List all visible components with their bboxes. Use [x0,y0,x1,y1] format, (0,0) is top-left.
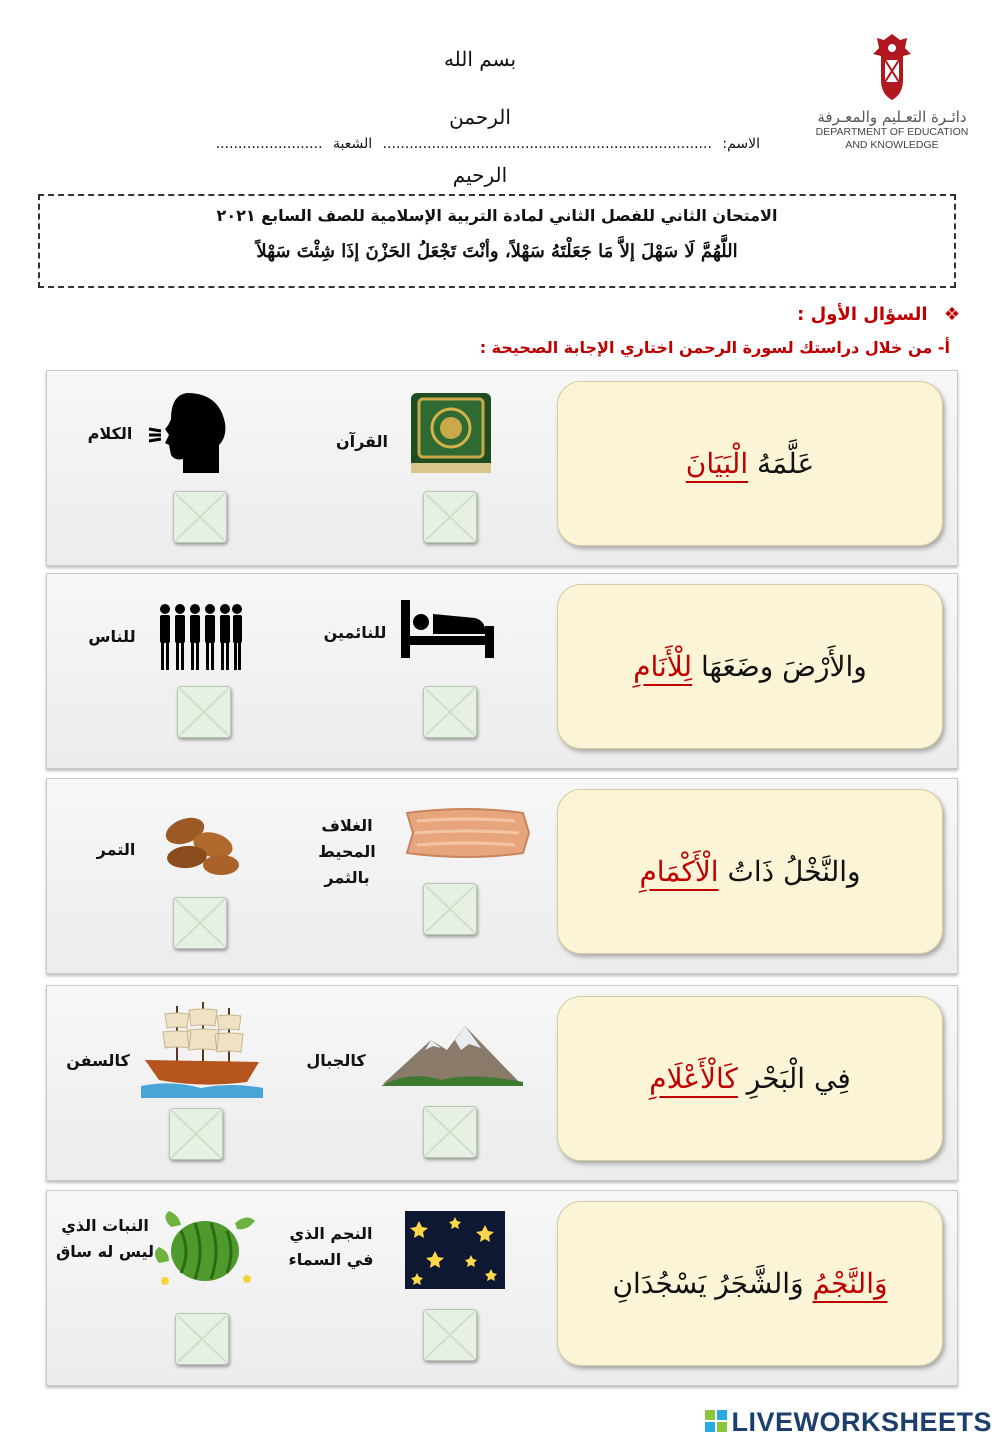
verse-text [686,447,814,480]
option-1-label: القرآن [335,432,389,451]
verse-highlight: لِلْأَنَامِ [633,650,693,683]
melon-plant-icon [151,1207,261,1293]
answer-checkbox-2[interactable] [173,897,227,949]
answer-checkbox-1[interactable] [423,686,477,738]
logo-english-line2: AND KNOWLEDGE [845,139,939,151]
option-1-label: الغلاف المحيط بالثمر [318,816,376,887]
option-2-label: كالسفن [66,1051,130,1070]
logo-english-line1: DEPARTMENT OF EDUCATION [815,126,969,138]
option-2-label: النبات الذي ليس له ساق [55,1216,155,1261]
answer-checkbox-2[interactable] [177,686,231,738]
section-label: الشعبة [332,136,373,152]
logo-arabic-text: دائـرة التعـليم والمعـرفة [817,108,967,126]
option-1-label: النجم الذي في السماء [288,1224,374,1269]
verse-card [557,1201,943,1366]
answer-checkbox-1[interactable] [423,883,477,935]
verse-highlight: كَالْأَعْلَامِ [649,1062,738,1095]
verse-highlight: الْبَيَانَ [685,447,749,480]
mountain-icon [381,1020,523,1086]
name-label: الاسم: [722,136,760,152]
exam-title: الامتحان الثاني للفصل الثاني لمادة التربية الإسلامية للصف السابع ٢٠٢١ [216,206,778,225]
answer-checkbox-1[interactable] [423,1309,477,1361]
verse-text [633,650,867,683]
question-row-1 [46,370,958,566]
question-row-3 [46,778,958,974]
answer-checkbox-2[interactable] [175,1313,229,1365]
opening-dua: اللَّهُمَّ لَا سَهْلَ إلاَّ مَا جَعَلْتَهُ سَهْلاً، وأنْتَ تَجْعَلُ الحَزْنَ إذَا شِئْتَ سَهْلاً [256,241,738,262]
question-row-2 [46,573,958,769]
verse-card [557,381,943,546]
option-2-label: الكلام [87,424,133,443]
liveworksheets-brand [704,1407,992,1438]
diamond-star-icon: ❖ [943,304,960,325]
verse-card [557,584,943,749]
verse-text [639,855,860,888]
question-row-4 [46,985,958,1181]
people-icon [157,602,243,672]
answer-checkbox-1[interactable] [423,491,477,543]
option-2-label: التمر [96,840,136,859]
verse-plain: عَلَّمَهُ [757,447,815,480]
bed-icon [399,598,495,660]
answer-checkbox-2[interactable] [169,1108,223,1160]
department-logo [812,30,972,170]
stars-sky-icon [405,1211,505,1289]
verse-highlight: وَالنَّجْمُ [812,1267,888,1300]
option-1-label: كالجبال [306,1051,366,1070]
section-field[interactable]: ........................ [215,136,323,152]
question-title: السؤال الأول : [797,304,928,325]
exam-title-box [38,194,956,288]
verse-plain: والنَّخْلُ ذَاتُ [727,855,861,888]
question-instruction: أ- من خلال دراستك لسورة الرحمن اختاري الإجابة الصحيحة : [479,338,950,357]
verse-card [557,789,943,954]
option-1-label: للنائمين [323,623,387,642]
liveworksheets-logo-icon [704,1409,728,1433]
verse-highlight: الْأَكْمَامِ [639,855,719,888]
verse-plain: فِي الْبَحْرِ [746,1062,851,1095]
question-heading [797,304,960,325]
quran-book-icon [407,389,497,477]
name-field[interactable]: .......................................................................... [382,136,712,152]
verse-plain: والأَرْضَ وضَعَهَا [701,650,867,683]
brand-text: LIVEWORKSHEETS [731,1407,992,1437]
falcon-emblem-icon [867,30,917,102]
dates-icon [155,809,247,879]
option-2-label: للناس [88,627,136,646]
basmala-calligraphy: بسم الله الرحمن الرحيم [443,47,517,187]
answer-checkbox-1[interactable] [423,1106,477,1158]
verse-text [649,1062,850,1095]
speaking-head-icon [147,389,229,475]
fruit-husk-icon [403,807,531,859]
question-row-5 [46,1190,958,1386]
verse-text [612,1267,887,1300]
ship-icon [141,1000,263,1098]
student-info-line [215,136,760,152]
answer-checkbox-2[interactable] [173,491,227,543]
verse-card [557,996,943,1161]
verse-plain: وَالشَّجَرُ يَسْجُدَانِ [612,1267,804,1300]
